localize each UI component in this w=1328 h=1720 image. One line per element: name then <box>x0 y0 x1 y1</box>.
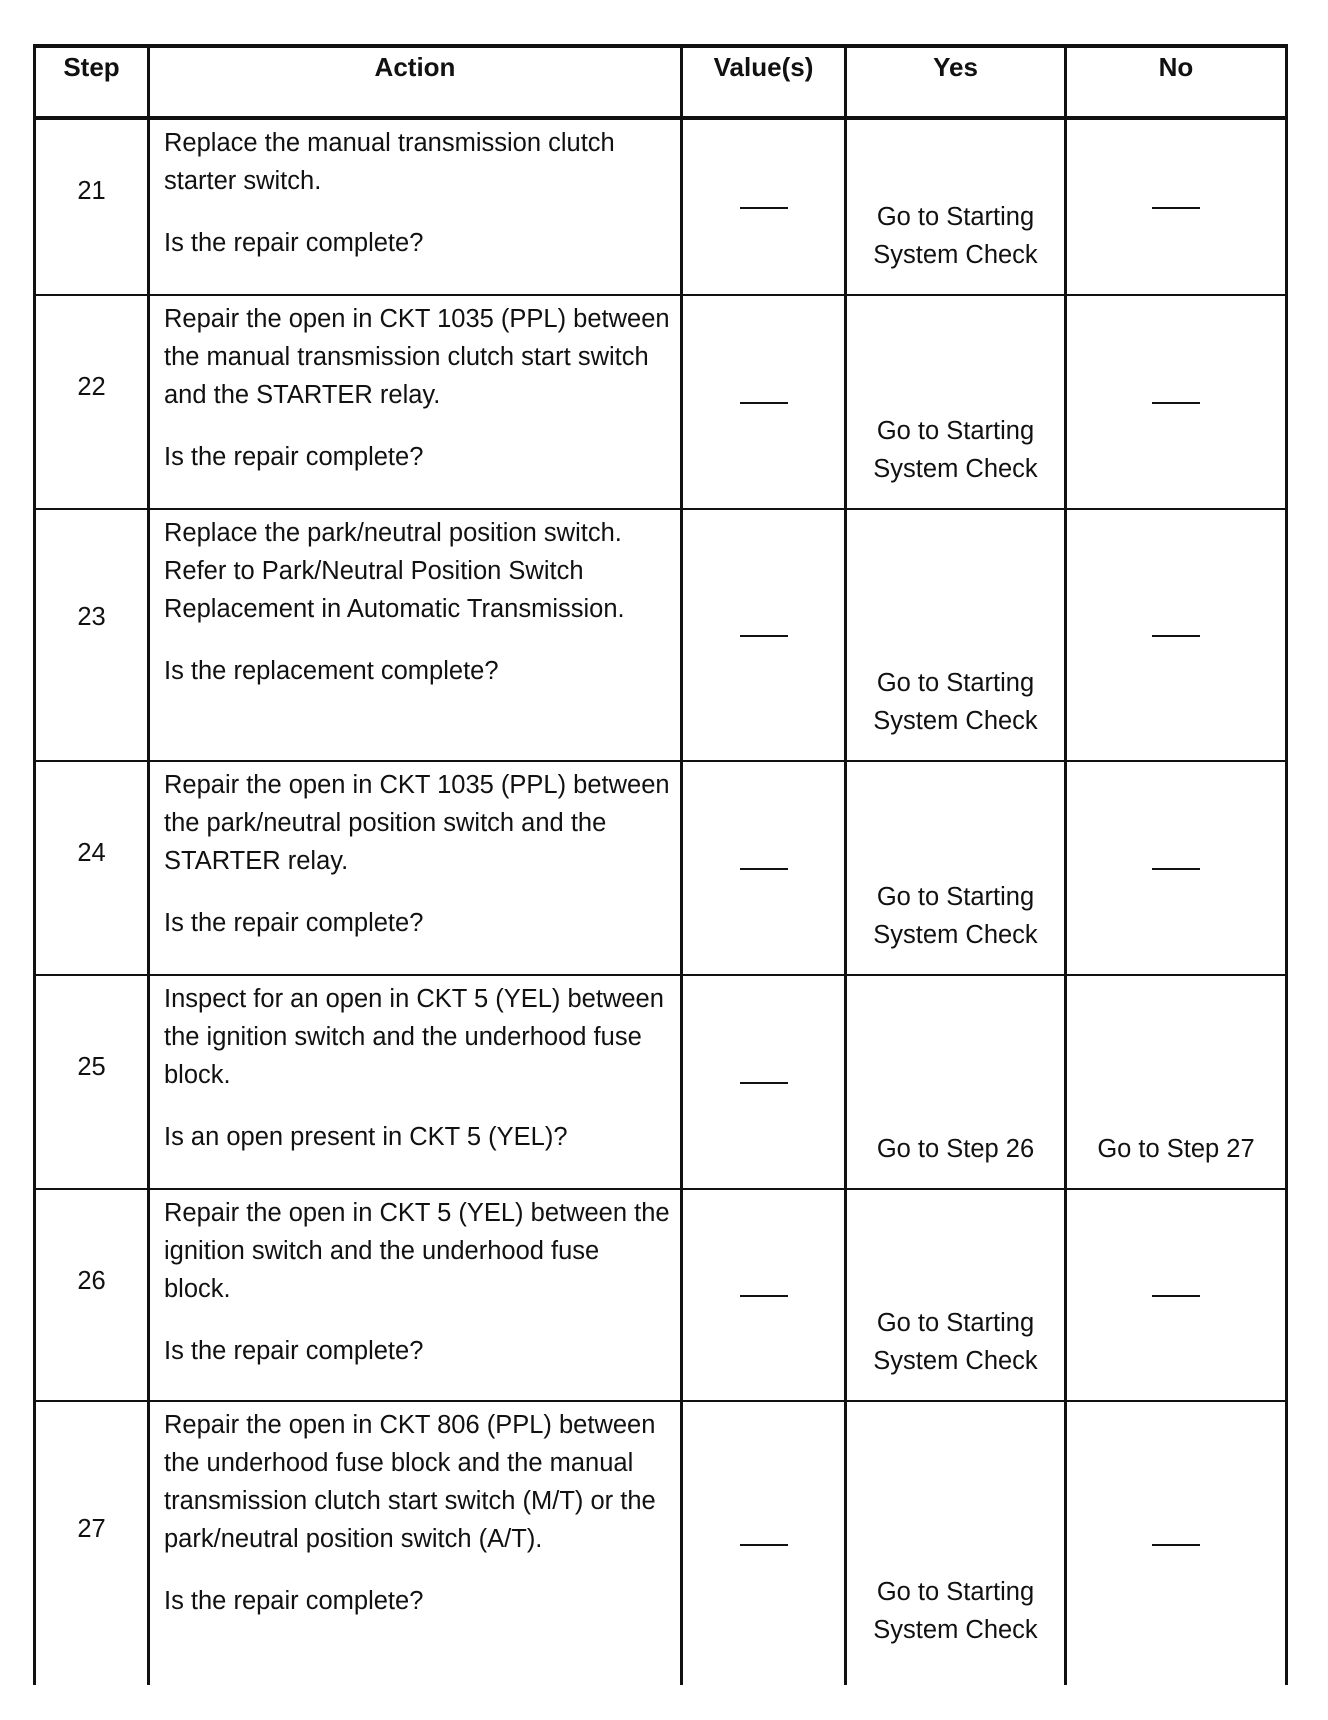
action-cell <box>149 761 682 975</box>
header-action: Action <box>149 46 682 118</box>
step-cell <box>35 118 149 295</box>
action-instruction: Repair the open in CKT 806 (PPL) between the underhood fuse block and the manual transmission clutch start switch (M/T) or the park/neutral position switch (A/T). <box>164 1411 656 1553</box>
yes-cell: Go to Starting System Check <box>846 118 1066 295</box>
value-cell <box>682 295 846 509</box>
no-cell <box>1066 1401 1287 1685</box>
table-row <box>35 509 1287 761</box>
action-question: Is the repair complete? <box>164 909 424 937</box>
step-number: 23 <box>77 603 106 631</box>
empty-dash <box>1152 402 1200 404</box>
action-instruction: Replace the manual transmission clutch starter switch. <box>164 129 615 195</box>
value-cell <box>682 761 846 975</box>
step-number: 26 <box>77 1267 106 1295</box>
diagnostic-step-table <box>33 44 1288 1685</box>
no-cell <box>1066 118 1287 295</box>
empty-dash <box>740 1082 788 1084</box>
action-cell <box>149 1401 682 1685</box>
action-question: Is the repair complete? <box>164 1587 424 1615</box>
yes-cell: Go to Starting System Check <box>846 295 1066 509</box>
step-number: 24 <box>77 839 106 867</box>
table-row <box>35 975 1287 1189</box>
no-cell <box>1066 295 1287 509</box>
action-instruction: Inspect for an open in CKT 5 (YEL) between the ignition switch and the underhood fuse block. <box>164 985 664 1089</box>
value-cell <box>682 509 846 761</box>
step-number: 25 <box>77 1053 106 1081</box>
step-cell <box>35 761 149 975</box>
action-cell <box>149 295 682 509</box>
empty-dash <box>1152 207 1200 209</box>
empty-dash <box>740 402 788 404</box>
step-cell <box>35 975 149 1189</box>
action-instruction: Repair the open in CKT 1035 (PPL) between the park/neutral position switch and the STARTER relay. <box>164 771 670 875</box>
action-cell <box>149 975 682 1189</box>
table-row <box>35 295 1287 509</box>
action-instruction: Repair the open in CKT 5 (YEL) between the ignition switch and the underhood fuse block. <box>164 1199 670 1303</box>
yes-cell: Go to Starting System Check <box>846 761 1066 975</box>
step-cell <box>35 1189 149 1401</box>
step-number: 27 <box>77 1515 106 1543</box>
empty-dash <box>1152 868 1200 870</box>
action-cell <box>149 509 682 761</box>
no-cell <box>1066 761 1287 975</box>
no-cell <box>1066 509 1287 761</box>
empty-dash <box>1152 635 1200 637</box>
header-yes: Yes <box>846 46 1066 118</box>
action-question: Is the repair complete? <box>164 1337 424 1365</box>
header-row <box>35 46 1287 118</box>
step-cell <box>35 509 149 761</box>
empty-dash <box>1152 1295 1200 1297</box>
empty-dash <box>740 1544 788 1546</box>
no-cell: Go to Step 27 <box>1066 975 1287 1189</box>
empty-dash <box>740 868 788 870</box>
value-cell <box>682 118 846 295</box>
table-row <box>35 1401 1287 1685</box>
yes-cell: Go to Starting System Check <box>846 509 1066 761</box>
step-number: 21 <box>77 177 106 205</box>
header-step: Step <box>35 46 149 118</box>
value-cell <box>682 1189 846 1401</box>
table-row <box>35 1189 1287 1401</box>
action-question: Is the replacement complete? <box>164 657 499 685</box>
action-question: Is the repair complete? <box>164 443 424 471</box>
step-cell <box>35 1401 149 1685</box>
empty-dash <box>740 1295 788 1297</box>
yes-cell: Go to Step 26 <box>846 975 1066 1189</box>
header-no: No <box>1066 46 1287 118</box>
action-question: Is an open present in CKT 5 (YEL)? <box>164 1123 568 1151</box>
action-instruction: Repair the open in CKT 1035 (PPL) between the manual transmission clutch start switch and the STARTER relay. <box>164 305 670 409</box>
table-row <box>35 761 1287 975</box>
empty-dash <box>1152 1544 1200 1546</box>
step-cell <box>35 295 149 509</box>
action-instruction: Replace the park/neutral position switch. Refer to Park/Neutral Position Switch Replacement in Automatic Transmission. <box>164 519 625 623</box>
no-cell <box>1066 1189 1287 1401</box>
value-cell <box>682 975 846 1189</box>
header-values: Value(s) <box>682 46 846 118</box>
yes-cell: Go to Starting System Check <box>846 1189 1066 1401</box>
empty-dash <box>740 207 788 209</box>
action-question: Is the repair complete? <box>164 229 424 257</box>
empty-dash <box>740 635 788 637</box>
step-number: 22 <box>77 373 106 401</box>
yes-cell: Go to Starting System Check <box>846 1401 1066 1685</box>
table-row <box>35 118 1287 295</box>
action-cell <box>149 1189 682 1401</box>
value-cell <box>682 1401 846 1685</box>
action-cell <box>149 118 682 295</box>
